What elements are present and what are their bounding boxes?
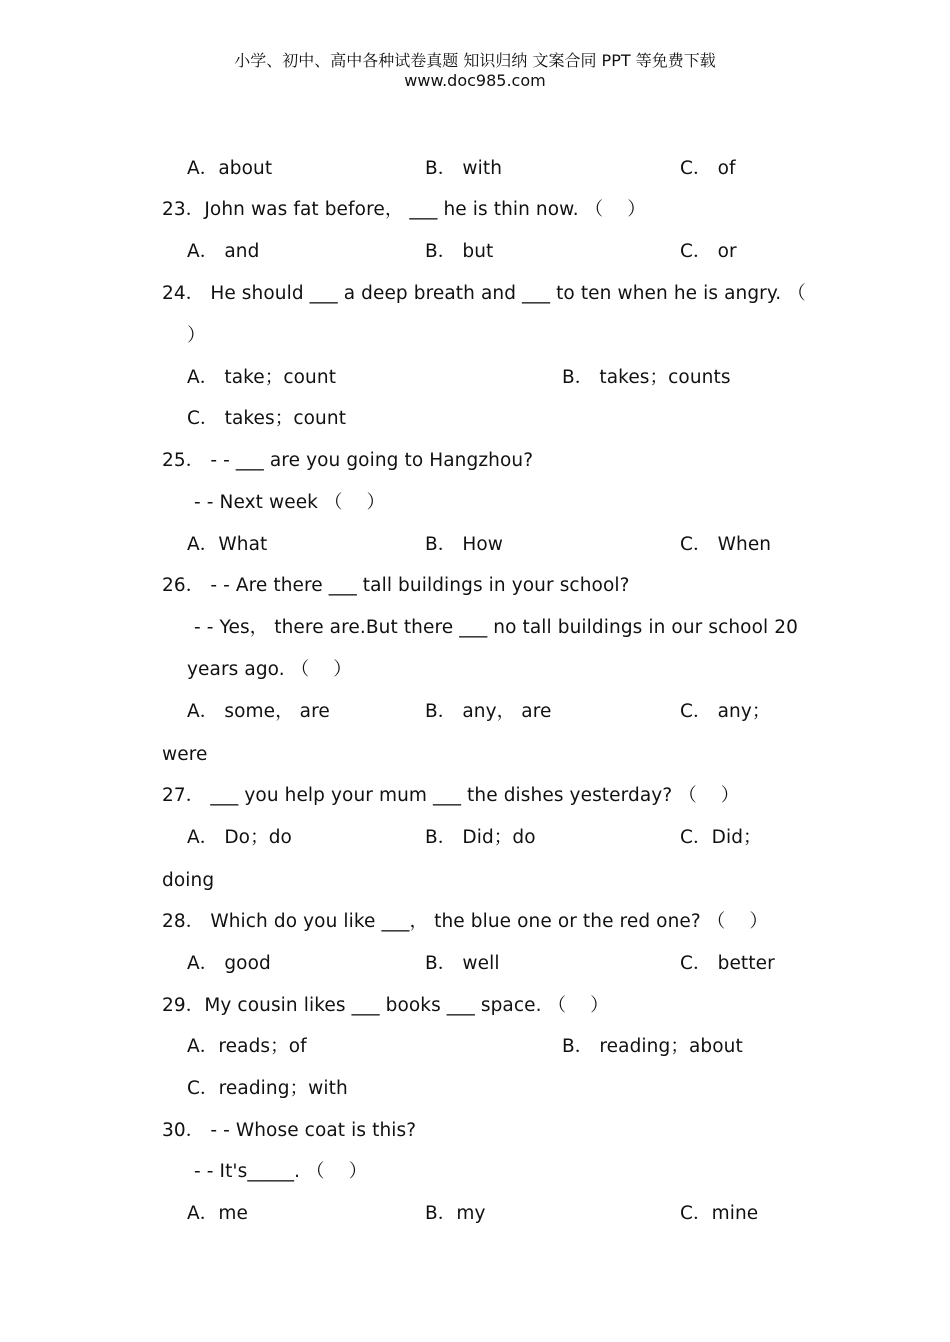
q25-option-b: B． How bbox=[425, 534, 504, 555]
q30-option-c: C．mine bbox=[680, 1203, 759, 1224]
q25-stem: 25． - - ___ are you going to Hangzhou? bbox=[162, 450, 534, 471]
q26-reply: - - Yes， there are.But there ___ no tall buildings in our school 20 bbox=[194, 617, 798, 638]
q24-stem-end: ） bbox=[187, 325, 206, 346]
q27-option-a: A． Do；do bbox=[187, 827, 292, 848]
q28-option-a: A． good bbox=[187, 953, 271, 974]
q27-option-b: B． Did；do bbox=[425, 827, 536, 848]
q29-option-c: C．reading；with bbox=[187, 1078, 348, 1099]
q23-option-c: C． or bbox=[680, 241, 737, 262]
q30-reply: - - It's_____. （ ） bbox=[194, 1161, 368, 1182]
q26-reply-end: years ago. （ ） bbox=[187, 659, 352, 680]
q23-option-a: A． and bbox=[187, 241, 260, 262]
q28-option-c: C． better bbox=[680, 953, 775, 974]
q23-stem: 23．John was fat before， ___ he is thin now. （ ） bbox=[162, 199, 646, 220]
q28-option-b: B． well bbox=[425, 953, 500, 974]
q25-option-c: C． When bbox=[680, 534, 772, 555]
q22-option-b: B． with bbox=[425, 158, 503, 179]
q27-option-c-end: doing bbox=[162, 870, 215, 891]
q24-option-a: A． take；count bbox=[187, 367, 337, 388]
header-url: www.doc985.com bbox=[404, 71, 546, 90]
q30-stem: 30． - - Whose coat is this? bbox=[162, 1120, 417, 1141]
q25-option-a: A．What bbox=[187, 534, 268, 555]
q26-option-c-end: were bbox=[162, 744, 208, 765]
q24-option-c: C． takes；count bbox=[187, 408, 347, 429]
q25-reply: - - Next week （ ） bbox=[194, 492, 386, 513]
q24-option-b: B． takes；counts bbox=[562, 367, 731, 388]
q28-stem: 28． Which do you like ___， the blue one or the red one? （ ） bbox=[162, 911, 768, 932]
q26-option-b: B． any， are bbox=[425, 701, 552, 722]
q23-option-b: B． but bbox=[425, 241, 494, 262]
q30-option-a: A．me bbox=[187, 1203, 248, 1224]
q22-option-c: C． of bbox=[680, 158, 736, 179]
q22-option-a: A．about bbox=[187, 158, 273, 179]
q30-option-b: B．my bbox=[425, 1203, 486, 1224]
q26-stem: 26． - - Are there ___ tall buildings in your school? bbox=[162, 575, 630, 596]
q29-option-a: A．reads；of bbox=[187, 1036, 307, 1057]
q27-option-c: C．Did； bbox=[680, 827, 762, 848]
q29-option-b: B． reading；about bbox=[562, 1036, 743, 1057]
header-ad-text: 小学、初中、高中各种试卷真题 知识归纳 文案合同 PPT 等免费下载 bbox=[234, 51, 716, 70]
q26-option-a: A． some， are bbox=[187, 701, 330, 722]
q24-stem: 24． He should ___ a deep breath and ___ to ten when he is angry. （ bbox=[162, 283, 806, 304]
q26-option-c: C． any； bbox=[680, 701, 771, 722]
q29-stem: 29．My cousin likes ___ books ___ space. （ ） bbox=[162, 995, 609, 1016]
q27-stem: 27． ___ you help your mum ___ the dishes yesterday? （ ） bbox=[162, 785, 740, 806]
